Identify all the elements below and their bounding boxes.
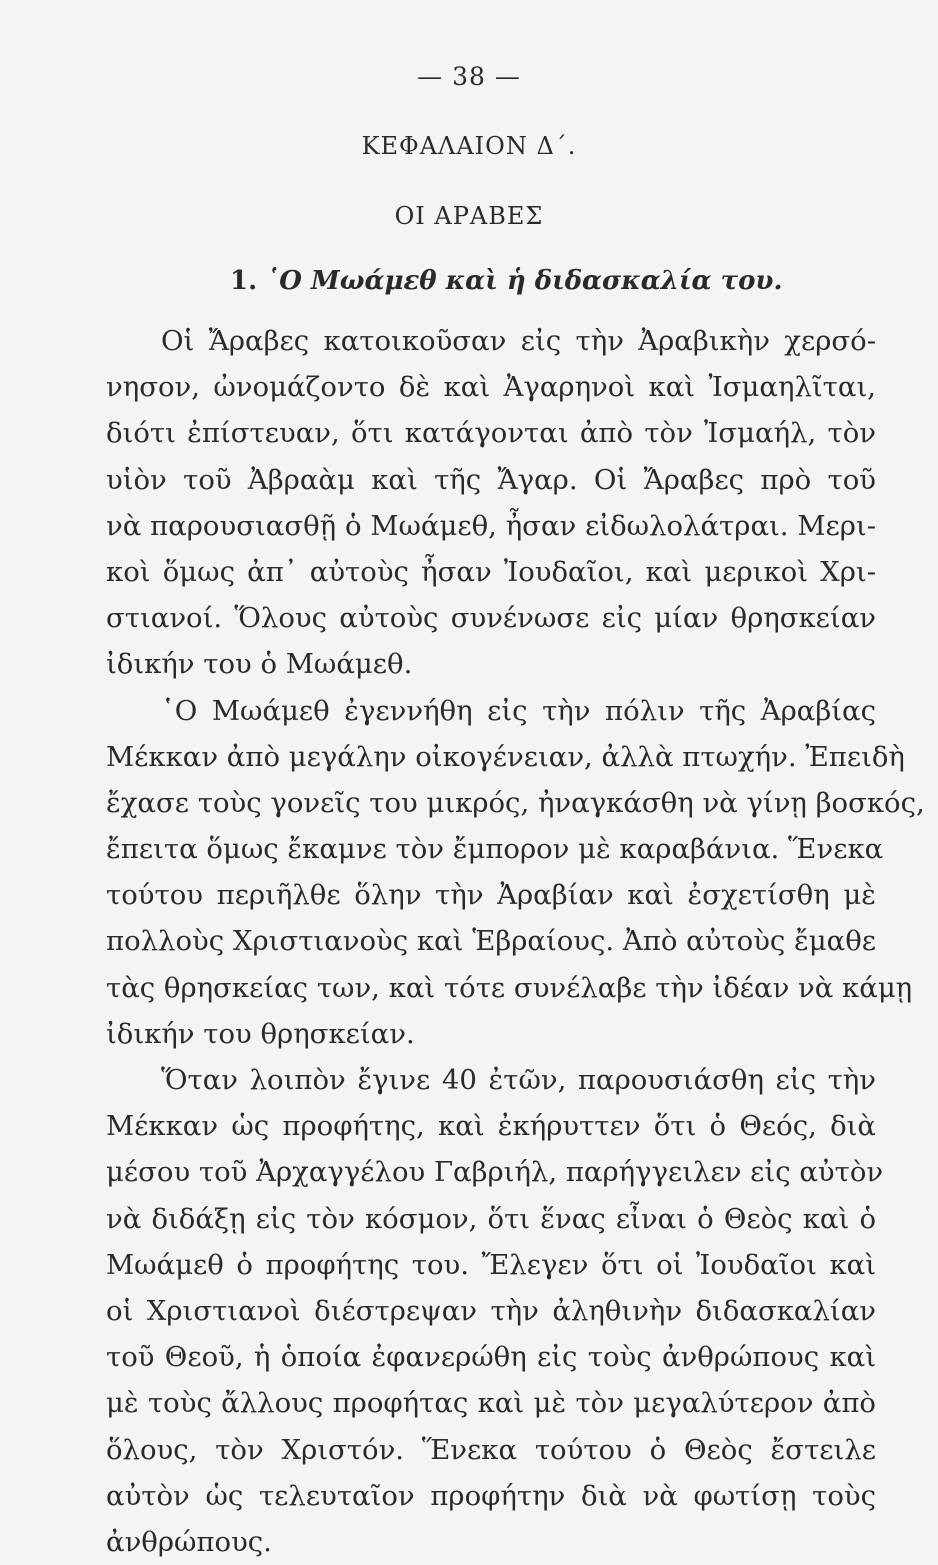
subsection-title bbox=[230, 266, 790, 296]
text-line: Μέκκαν ἀπὸ μεγάλην οἰκογένειαν, ἀλλὰ πτωχήν. Ἐπειδὴ bbox=[106, 740, 905, 773]
text-line: μὲ τοὺς ἄλλους προφήτας καὶ μὲ τὸν μεγαλύτερον ἀπὸ bbox=[106, 1387, 876, 1420]
text-line: οἱ Χριστιανοὶ διέστρεψαν τὴν ἀληθινὴν διδασκαλίαν bbox=[106, 1294, 876, 1327]
text-line: κοὶ ὅμως ἀπ᾽ αὐτοὺς ἦσαν Ἰουδαῖοι, καὶ μερικοὶ Χρι- bbox=[106, 555, 876, 588]
section-title: ΟΙ ΑΡΑΒΕΣ bbox=[394, 202, 544, 230]
text-line: Οἱ Ἄραβες κατοικοῦσαν εἰς τὴν Ἀραβικὴν χερσό- bbox=[161, 325, 876, 357]
text-line: νὰ παρουσιασθῇ ὁ Μωάμεθ, ἦσαν εἰδωλολάτραι. Μερι- bbox=[106, 509, 876, 542]
text-line: αὐτὸν ὡς τελευταῖον προφήτην διὰ νὰ φωτίσῃ τοὺς bbox=[106, 1479, 876, 1512]
text-line: ἰδικήν του θρησκείαν. bbox=[106, 1017, 415, 1050]
text-line: διότι ἐπίστευαν, ὅτι κατάγονται ἀπὸ τὸν Ἰσμαήλ, τὸν bbox=[106, 417, 876, 450]
text-line: ἔχασε τοὺς γονεῖς του μικρός, ἠναγκάσθη νὰ γίνῃ βοσκός, bbox=[106, 786, 925, 819]
text-line: στιανοί. Ὅλους αὐτοὺς συνένωσε εἰς μίαν θρησκείαν bbox=[106, 602, 876, 635]
text-line: τὰς θρησκείας των, καὶ τότε συνέλαβε τὴν ἰδέαν νὰ κάμῃ bbox=[106, 971, 913, 1004]
text-line: ἰδικήν του ὁ Μωάμεθ. bbox=[106, 648, 413, 681]
text-line: Μωάμεθ ὁ προφήτης του. Ἔλεγεν ὅτι οἱ Ἰουδαῖοι καὶ bbox=[106, 1248, 876, 1281]
text-line: πολλοὺς Χριστιανοὺς καὶ Ἑβραίους. Ἀπὸ αὐτοὺς ἔμαθε bbox=[106, 925, 877, 958]
text-line: μέσου τοῦ Ἀρχαγγέλου Γαβριήλ, παρήγγειλεν εἰς αὐτὸν bbox=[106, 1156, 884, 1189]
text-line: νὰ διδάξῃ εἰς τὸν κόσμον, ὅτι ἕνας εἶναι ὁ Θεὸς καὶ ὁ bbox=[106, 1202, 876, 1235]
text-line: ἔπειτα ὅμως ἔκαμνε τὸν ἔμπορον μὲ καραβάνια. Ἕνεκα bbox=[106, 833, 884, 866]
chapter-title: ΚΕΦΑΛΑΙΟΝ Δ΄. bbox=[361, 132, 577, 160]
text-line: τοῦ Θεοῦ, ἡ ὁποία ἐφανερώθη εἰς τοὺς ἀνθρώπους καὶ bbox=[106, 1341, 876, 1374]
body-text bbox=[106, 318, 925, 1565]
text-line: Ὅταν λοιπὸν ἔγινε 40 ἐτῶν, παρουσιάσθη εἰς τὴν bbox=[161, 1064, 876, 1096]
text-line: ῾Ο Μωάμεθ ἐγεννήθη εἰς τὴν πόλιν τῆς Ἀραβίας bbox=[161, 694, 876, 727]
text-line: νησον, ὠνομάζοντο δὲ καὶ Ἀγαρηνοὶ καὶ Ἰσμαηλῖται, bbox=[106, 371, 876, 404]
text-line: τούτου περιῆλθε ὅλην τὴν Ἀραβίαν καὶ ἐσχετίσθη μὲ bbox=[106, 879, 876, 912]
page-number: — 38 — bbox=[417, 62, 521, 91]
text-line: υἱὸν τοῦ Ἀβραὰμ καὶ τῆς Ἄγαρ. Οἱ Ἄραβες πρὸ τοῦ bbox=[106, 463, 876, 496]
subsection-heading: ῾Ο Μωάμεθ καὶ ἡ διδασκαλία του. bbox=[266, 266, 783, 296]
text-line: ἀνθρώπους. bbox=[106, 1525, 272, 1558]
text-line: Μέκκαν ὡς προφήτης, καὶ ἐκήρυττεν ὅτι ὁ Θεός, διὰ bbox=[106, 1110, 876, 1143]
text-line: ὅλους, τὸν Χριστόν. Ἕνεκα τούτου ὁ Θεὸς ἔστειλε bbox=[106, 1433, 876, 1466]
subsection-number: 1. bbox=[230, 266, 258, 296]
